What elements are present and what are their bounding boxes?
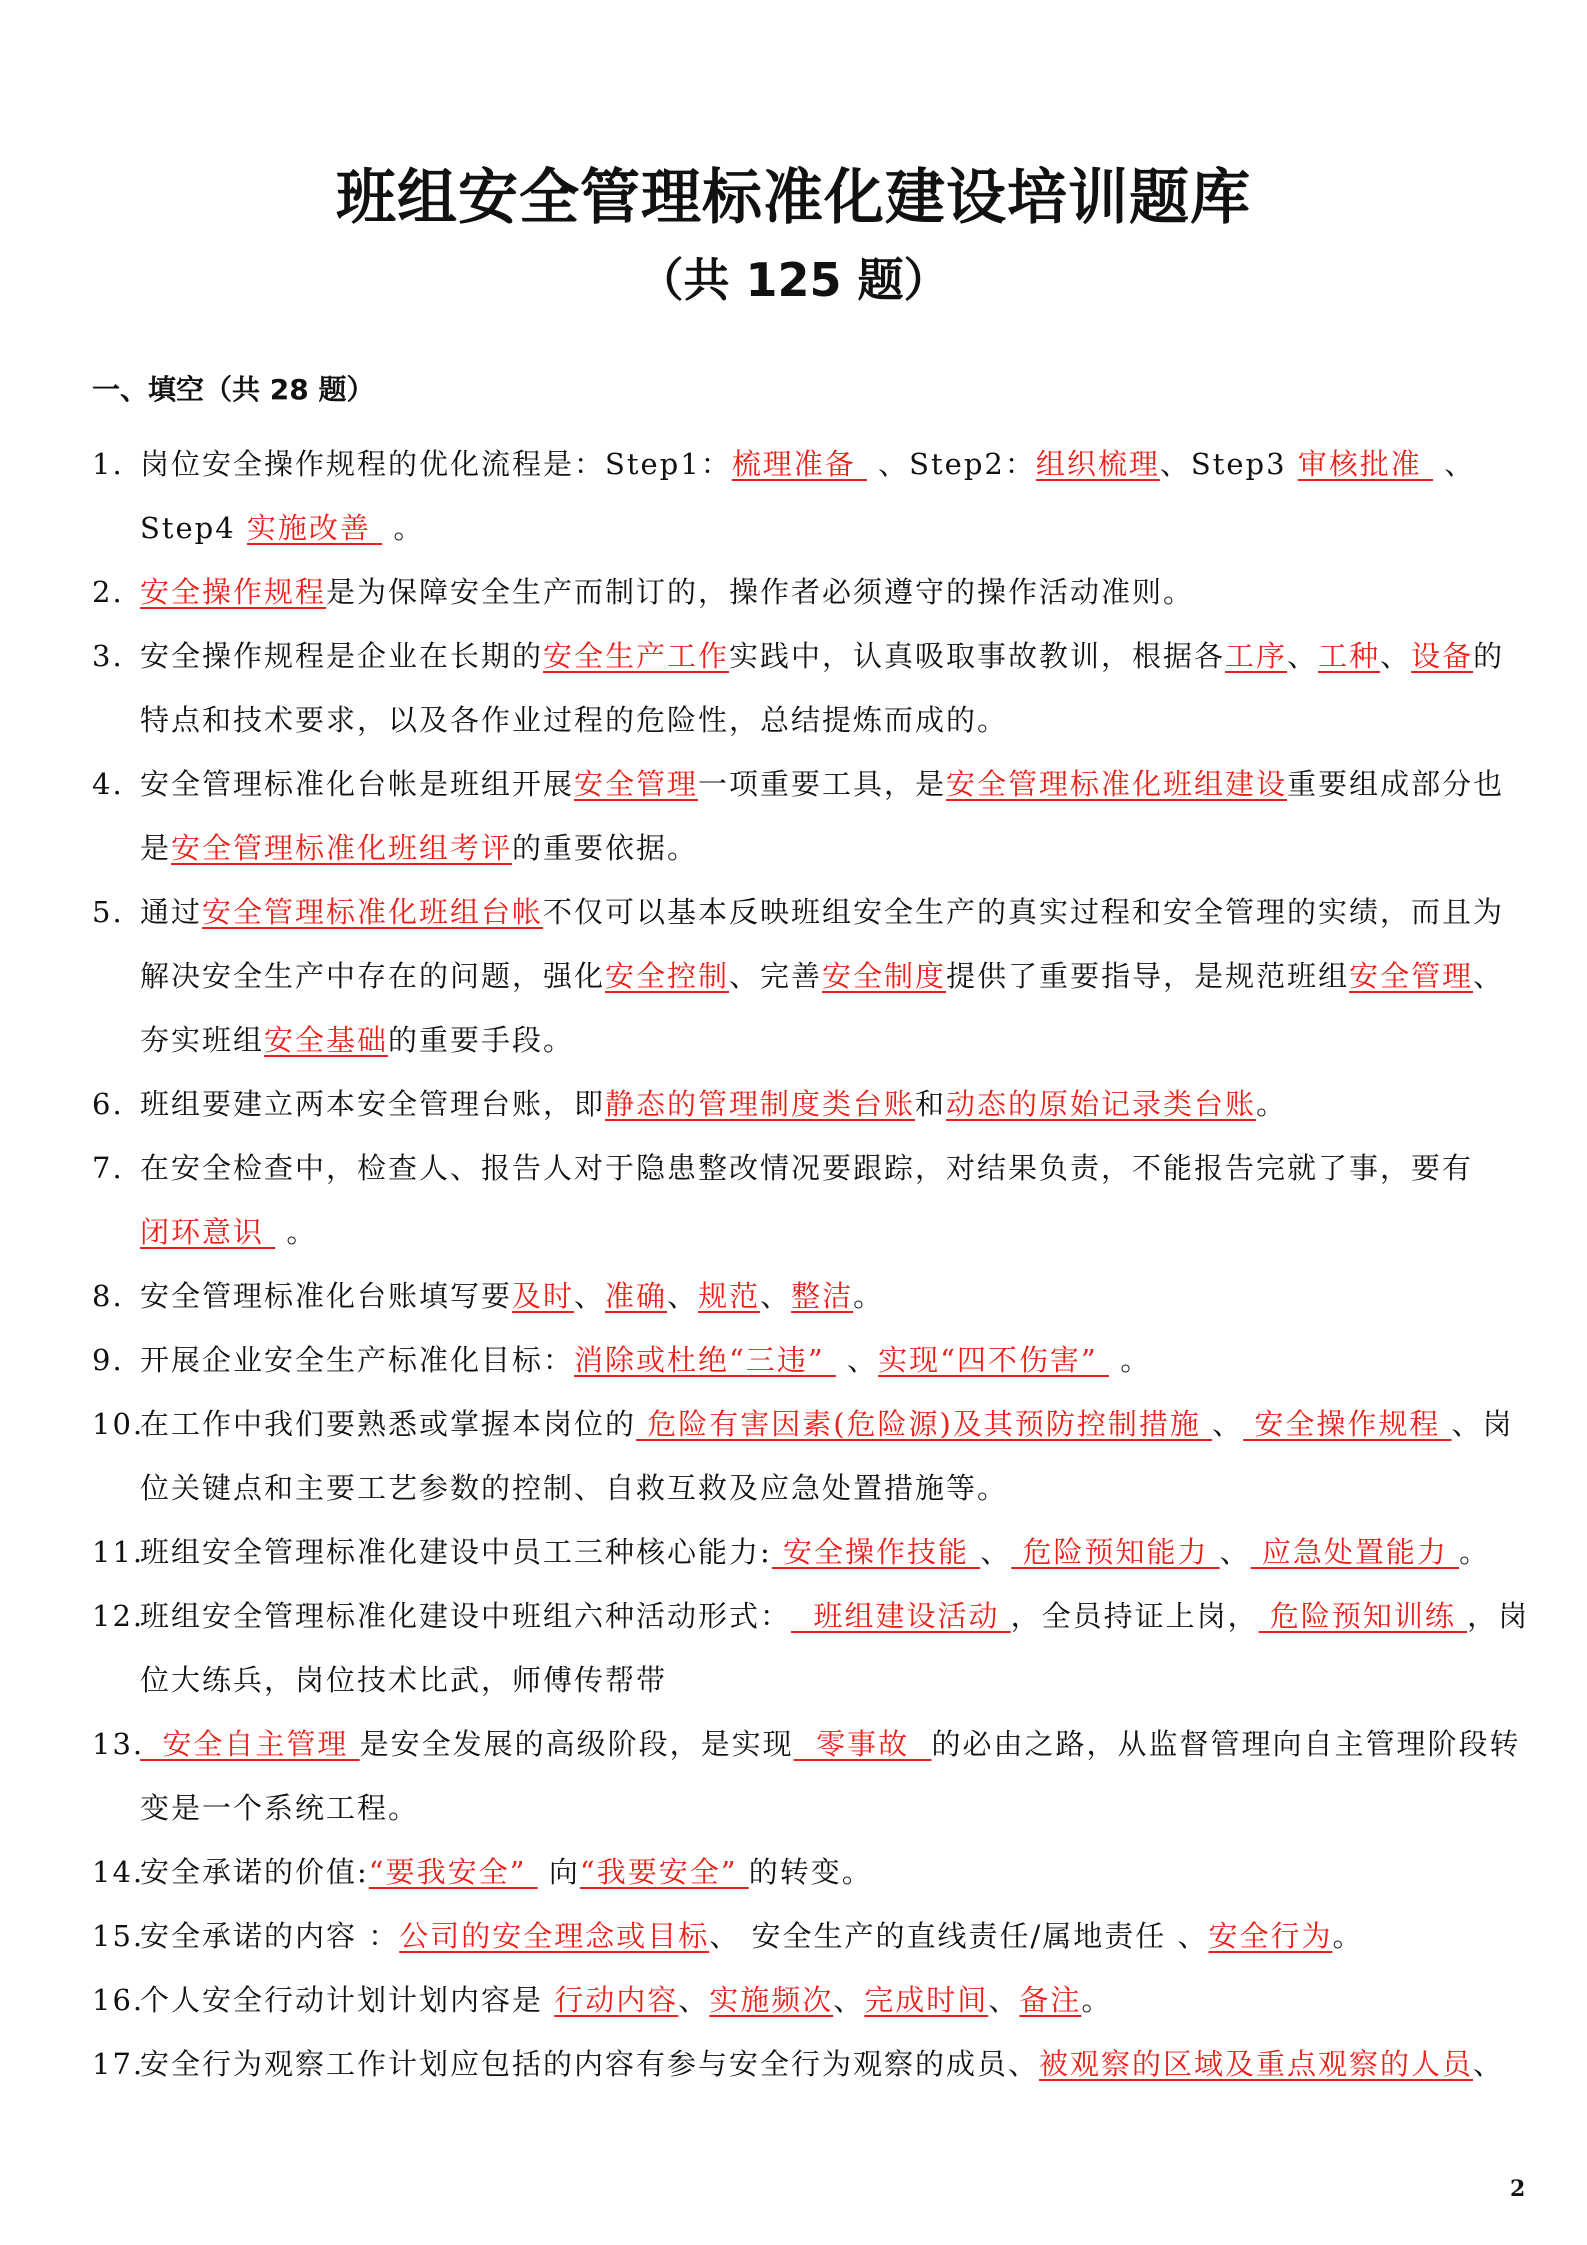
question-item — [92, 2032, 1532, 2096]
question-text: 、 — [980, 1535, 1012, 1569]
question-text: 。 — [1256, 1087, 1288, 1121]
question-text: 、 — [833, 1983, 865, 2017]
question-text: 在安全检查中，检查人、报告人对于隐患整改情况要跟踪，对结果负责，不能报告完就了事，要有 — [140, 1151, 1474, 1185]
answer-blank: 班组建设活动 — [791, 1599, 1011, 1633]
answer-blank: 安全操作规程 — [1243, 1407, 1452, 1441]
answer-blank: 安全生产工作 — [543, 639, 730, 673]
question-text: 、夯实班组 — [140, 959, 1505, 1057]
question-item — [92, 1712, 1532, 1840]
page-subtitle: （共 125 题） — [637, 253, 950, 307]
answer-blank: 备注 — [1019, 1983, 1082, 2017]
question-text: 班组要建立两本安全管理台账，即 — [140, 1087, 606, 1121]
question-item — [92, 880, 1532, 1072]
answer-blank: 安全控制 — [605, 959, 730, 993]
question-item — [92, 1904, 1532, 1968]
answer-blank: 实现“四不伤害” — [878, 1343, 1109, 1377]
answer-blank: “我要安全” — [579, 1855, 749, 1889]
answer-blank: 准确 — [605, 1279, 668, 1313]
question-text: 、岗位关键点和主要工艺参数的控制、自救互救及应急处置措施等。 — [140, 1407, 1514, 1505]
answer-blank: 公司的安全理念或目标 — [399, 1919, 710, 1953]
answer-blank: 工种 — [1318, 639, 1381, 673]
question-text: ，全员持证上岗， — [1010, 1599, 1259, 1633]
question-number: 9. — [92, 1343, 124, 1377]
answer-blank: 设备 — [1411, 639, 1474, 673]
answer-blank: 闭环意识 — [140, 1215, 276, 1249]
question-text: 班组安全管理标准化建设中员工三种核心能力: — [140, 1535, 772, 1569]
question-list — [92, 432, 1532, 2096]
question-item — [92, 1072, 1532, 1136]
answer-blank: 安全行为 — [1208, 1919, 1333, 1953]
answer-blank: 安全制度 — [822, 959, 947, 993]
question-number: 10. — [92, 1407, 145, 1441]
question-number: 13. — [92, 1727, 145, 1761]
question-number: 4. — [92, 767, 124, 801]
question-number: 14. — [92, 1855, 145, 1889]
question-item — [92, 1584, 1532, 1712]
question-text: 通过 — [140, 895, 203, 929]
question-text: 一项重要工具，是 — [698, 767, 947, 801]
question-text: 。 — [853, 1279, 885, 1313]
answer-blank: 安全管理标准化班组考评 — [171, 831, 513, 865]
question-text: 、Step2： — [866, 447, 1036, 481]
question-text: 安全管理标准化台帐是班组开展 — [140, 767, 575, 801]
question-item — [92, 1968, 1532, 2032]
question-text: 重要组成部分也是 — [140, 767, 1505, 865]
answer-blank: 安全基础 — [264, 1023, 389, 1057]
question-text: 、 — [678, 1983, 710, 2017]
question-item — [92, 752, 1532, 880]
question-item — [92, 624, 1532, 752]
answer-blank: 组织梳理 — [1035, 447, 1160, 481]
question-text: 、 — [1473, 2047, 1505, 2081]
question-text: 开展企业安全生产标准化目标： — [140, 1343, 575, 1377]
question-number: 17. — [92, 2047, 145, 2081]
question-item — [92, 1264, 1532, 1328]
answer-blank: 危险预知训练 — [1258, 1599, 1468, 1633]
question-text: 、 — [574, 1279, 606, 1313]
answer-blank: “要我安全” — [368, 1855, 538, 1889]
question-text: 安全管理标准化台账填写要 — [140, 1279, 513, 1313]
question-text: 、 — [1212, 1407, 1244, 1441]
question-text: 、 — [835, 1343, 879, 1377]
question-number: 2. — [92, 575, 124, 609]
page-number: 2 — [1510, 2176, 1526, 2202]
question-text: 、 — [667, 1279, 699, 1313]
question-number: 7. — [92, 1151, 124, 1185]
answer-blank: 行动内容 — [554, 1983, 679, 2017]
question-text: 。 — [275, 1215, 318, 1249]
answer-blank: 被观察的区域及重点观察的人员 — [1039, 2047, 1474, 2081]
question-number: 12. — [92, 1599, 145, 1633]
question-item — [92, 560, 1532, 624]
question-text: 不仅可以基本反映班组安全生产的真实过程和安全管理的实绩，而且为解决安全生产中存在的问题，强化 — [140, 895, 1505, 993]
answer-blank: 安全管理 — [574, 767, 699, 801]
question-text: 的特点和技术要求，以及各作业过程的危险性，总结提炼而成的。 — [140, 639, 1505, 737]
answer-blank: 安全管理标准化班组建设 — [946, 767, 1288, 801]
answer-blank: 应急处置能力 — [1250, 1535, 1460, 1569]
question-text: 是安全发展的高级阶段，是实现 — [359, 1727, 794, 1761]
answer-blank: 实施改善 — [246, 511, 383, 545]
question-number: 15. — [92, 1919, 145, 1953]
answer-blank: 及时 — [512, 1279, 575, 1313]
answer-blank: 安全自主管理 — [140, 1727, 360, 1761]
section-heading: 一、填空（共 28 题） — [92, 373, 375, 406]
question-text: 、 — [1380, 639, 1412, 673]
question-item — [92, 432, 1532, 560]
question-text: 安全行为观察工作计划应包括的内容有参与安全行为观察的成员、 — [140, 2047, 1040, 2081]
question-number: 8. — [92, 1279, 124, 1313]
answer-blank: 工序 — [1225, 639, 1288, 673]
answer-blank: 梳理准备 — [731, 447, 867, 481]
question-number: 3. — [92, 639, 124, 673]
question-item — [92, 1392, 1532, 1520]
question-item — [92, 1328, 1532, 1392]
question-text: 、Step3 — [1159, 447, 1298, 481]
question-text: 、 — [988, 1983, 1020, 2017]
question-text: 。 — [382, 511, 425, 545]
question-text: 、Step4 — [140, 447, 1476, 545]
question-number: 16. — [92, 1983, 145, 2017]
answer-blank: 零事故 — [793, 1727, 932, 1761]
question-number: 1. — [92, 447, 124, 481]
answer-blank: 安全管理标准化班组台帐 — [202, 895, 544, 929]
question-number: 6. — [92, 1087, 124, 1121]
answer-blank: 整洁 — [791, 1279, 854, 1313]
question-text: 安全操作规程是企业在长期的 — [140, 639, 544, 673]
question-item — [92, 1840, 1532, 1904]
answer-blank: 静态的管理制度类台账 — [605, 1087, 916, 1121]
question-text: 。 — [1459, 1535, 1491, 1569]
question-text: 。 — [1332, 1919, 1364, 1953]
answer-blank: 安全操作规程 — [140, 575, 327, 609]
answer-blank: 安全操作技能 — [771, 1535, 981, 1569]
question-text: 岗位安全操作规程的优化流程是：Step1： — [140, 447, 732, 481]
answer-blank: 实施频次 — [709, 1983, 834, 2017]
question-number: 5. — [92, 895, 124, 929]
question-text: 个人安全行动计划计划内容是 — [140, 1983, 555, 2017]
question-text: 实践中，认真吸取事故教训，根据各 — [729, 639, 1226, 673]
question-number: 11. — [92, 1535, 145, 1569]
answer-blank: 审核批准 — [1297, 447, 1433, 481]
question-text: 提供了重要指导，是规范班组 — [946, 959, 1350, 993]
question-item — [92, 1136, 1532, 1264]
question-text: 在工作中我们要熟悉或掌握本岗位的 — [140, 1407, 637, 1441]
answer-blank: 完成时间 — [864, 1983, 989, 2017]
question-text: 的重要依据。 — [512, 831, 699, 865]
page-title: 班组安全管理标准化建设培训题库 — [336, 163, 1251, 233]
question-text: 安全承诺的内容 ： — [140, 1919, 400, 1953]
question-text: 和 — [915, 1087, 947, 1121]
question-text: 、 安全生产的直线责任/属地责任 、 — [709, 1919, 1209, 1953]
question-text: 的重要手段。 — [388, 1023, 575, 1057]
answer-blank: 安全管理 — [1349, 959, 1474, 993]
question-text: 。 — [1081, 1983, 1113, 2017]
answer-blank: 危险预知能力 — [1011, 1535, 1220, 1569]
answer-blank: 规范 — [698, 1279, 761, 1313]
question-text: 的必由之路，从监督管理向自主管理阶段转变是一个系统工程。 — [140, 1727, 1521, 1825]
question-text: 的转变。 — [748, 1855, 873, 1889]
question-text: 。 — [1108, 1343, 1152, 1377]
question-text: 、完善 — [729, 959, 823, 993]
question-text: 、 — [1219, 1535, 1251, 1569]
question-text: 、 — [1287, 639, 1319, 673]
question-text: 安全承诺的价值: — [140, 1855, 369, 1889]
question-text: 、 — [760, 1279, 792, 1313]
answer-blank: 危险有害因素(危险源)及其预防控制措施 — [636, 1407, 1213, 1441]
answer-blank: 消除或杜绝“三违” — [574, 1343, 836, 1377]
question-text: ，岗位大练兵，岗位技术比武，师傅传帮带 — [140, 1599, 1530, 1697]
question-text: 向 — [537, 1855, 580, 1889]
question-text: 是为保障安全生产而制订的，操作者必须遵守的操作活动准则。 — [326, 575, 1195, 609]
answer-blank: 动态的原始记录类台账 — [946, 1087, 1257, 1121]
question-item — [92, 1520, 1532, 1584]
question-text: 班组安全管理标准化建设中班组六种活动形式： — [140, 1599, 792, 1633]
